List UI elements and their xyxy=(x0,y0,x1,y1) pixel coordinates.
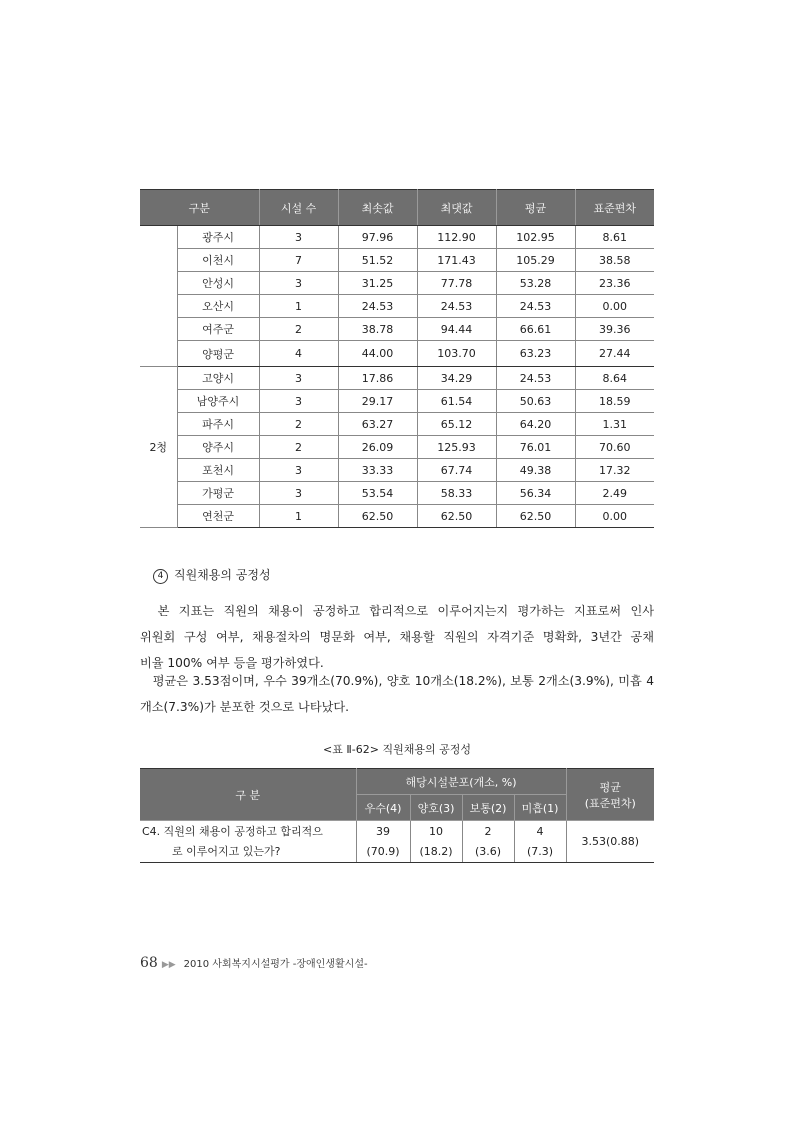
table-row xyxy=(140,295,654,318)
min-cell: 26.09 xyxy=(338,436,417,459)
count-cell: 1 xyxy=(259,505,338,528)
table-row xyxy=(140,482,654,505)
table-row xyxy=(140,249,654,272)
table2-header-row-1 xyxy=(140,769,654,795)
header-count: 시설 수 xyxy=(259,190,338,226)
fair-cell xyxy=(462,821,514,863)
table-row xyxy=(140,459,654,482)
city-cell: 양주시 xyxy=(177,436,259,459)
sd-cell: 8.61 xyxy=(575,226,654,249)
table-caption: <표 Ⅱ-62> 직원채용의 공정성 xyxy=(323,743,471,756)
mean-cell: 64.20 xyxy=(496,413,575,436)
good-percent: (18.2) xyxy=(419,844,453,858)
mean-cell: 76.01 xyxy=(496,436,575,459)
sd-cell: 27.44 xyxy=(575,341,654,367)
city-cell: 가평군 xyxy=(177,482,259,505)
max-cell: 58.33 xyxy=(417,482,496,505)
table-row xyxy=(140,390,654,413)
table-row xyxy=(140,367,654,390)
page-footer xyxy=(140,955,368,971)
min-cell: 17.86 xyxy=(338,367,417,390)
count-cell: 4 xyxy=(259,341,338,367)
table-row xyxy=(140,413,654,436)
max-cell: 65.12 xyxy=(417,413,496,436)
mean-cell: 63.23 xyxy=(496,341,575,367)
city-cell: 이천시 xyxy=(177,249,259,272)
city-cell: 고양시 xyxy=(177,367,259,390)
min-cell: 44.00 xyxy=(338,341,417,367)
section-heading xyxy=(153,566,271,584)
header-poor: 미흡(1) xyxy=(514,795,566,821)
max-cell: 94.44 xyxy=(417,318,496,341)
max-cell: 24.53 xyxy=(417,295,496,318)
header-distribution: 해당시설분포(개소, %) xyxy=(356,769,566,795)
mean-cell: 53.28 xyxy=(496,272,575,295)
count-cell: 7 xyxy=(259,249,338,272)
city-cell: 오산시 xyxy=(177,295,259,318)
sd-cell: 17.32 xyxy=(575,459,654,482)
city-cell: 연천군 xyxy=(177,505,259,528)
header-good: 양호(3) xyxy=(410,795,462,821)
table-row xyxy=(140,436,654,459)
paragraph-line: 평균은 3.53점이며, 우수 39개소(70.9%), 양호 10개소(18.2%), 보통 2개소(3.9%), 미흡 4 xyxy=(140,674,654,688)
sd-cell: 0.00 xyxy=(575,505,654,528)
min-cell: 63.27 xyxy=(338,413,417,436)
sd-cell: 18.59 xyxy=(575,390,654,413)
min-cell: 31.25 xyxy=(338,272,417,295)
mean-cell: 102.95 xyxy=(496,226,575,249)
count-cell: 2 xyxy=(259,318,338,341)
min-cell: 53.54 xyxy=(338,482,417,505)
count-cell: 3 xyxy=(259,367,338,390)
max-cell: 34.29 xyxy=(417,367,496,390)
sd-cell: 1.31 xyxy=(575,413,654,436)
max-cell: 77.78 xyxy=(417,272,496,295)
table-row xyxy=(140,226,654,249)
table-row xyxy=(140,341,654,367)
mean-cell: 62.50 xyxy=(496,505,575,528)
item-question-line: C4. 직원의 채용이 공정하고 합리적으 xyxy=(142,824,323,838)
table-row xyxy=(140,272,654,295)
header-min: 최솟값 xyxy=(338,190,417,226)
sd-cell: 2.49 xyxy=(575,482,654,505)
count-cell: 3 xyxy=(259,459,338,482)
poor-count: 4 xyxy=(536,824,544,838)
count-cell: 3 xyxy=(259,390,338,413)
paragraph-line: 개소(7.3%)가 분포한 것으로 나타났다. xyxy=(140,700,350,714)
footer-title: 2010 사회복지시설평가 -장애인생활시설- xyxy=(183,959,368,970)
table-row xyxy=(140,318,654,341)
count-cell: 1 xyxy=(259,295,338,318)
item-question-line: 로 이루어지고 있는가? xyxy=(172,844,281,858)
header-average xyxy=(566,769,654,821)
fair-count: 2 xyxy=(484,824,492,838)
mean-cell: 49.38 xyxy=(496,459,575,482)
min-cell: 62.50 xyxy=(338,505,417,528)
good-cell xyxy=(410,821,462,863)
max-cell: 112.90 xyxy=(417,226,496,249)
poor-cell xyxy=(514,821,566,863)
header-excellent: 우수(4) xyxy=(356,795,410,821)
section-title: 직원채용의 공정성 xyxy=(174,568,271,582)
mean-cell: 24.53 xyxy=(496,367,575,390)
fair-percent: (3.6) xyxy=(474,844,502,858)
excellent-percent: (70.9) xyxy=(366,844,400,858)
paragraph-2 xyxy=(140,668,654,720)
sd-cell: 23.36 xyxy=(575,272,654,295)
city-cell: 남양주시 xyxy=(177,390,259,413)
poor-percent: (7.3) xyxy=(526,844,554,858)
city-cell: 양평군 xyxy=(177,341,259,367)
paragraph-1 xyxy=(140,598,654,676)
header-mean: 평균 xyxy=(496,190,575,226)
page-number: 68 xyxy=(140,955,158,971)
mean-cell: 56.34 xyxy=(496,482,575,505)
header-max: 최댓값 xyxy=(417,190,496,226)
max-cell: 103.70 xyxy=(417,341,496,367)
good-count: 10 xyxy=(429,824,443,838)
max-cell: 171.43 xyxy=(417,249,496,272)
max-cell: 125.93 xyxy=(417,436,496,459)
city-cell: 광주시 xyxy=(177,226,259,249)
average-value: 3.53(0.88) xyxy=(566,821,654,863)
city-cell: 안성시 xyxy=(177,272,259,295)
header-category: 구 분 xyxy=(140,769,356,821)
count-cell: 3 xyxy=(259,272,338,295)
min-cell: 51.52 xyxy=(338,249,417,272)
header-sd: 표준편차 xyxy=(575,190,654,226)
table-header-row xyxy=(140,190,654,226)
city-cell: 포천시 xyxy=(177,459,259,482)
count-cell: 2 xyxy=(259,413,338,436)
paragraph-line: 비율 100% 여부 등을 평가하였다. xyxy=(140,656,324,670)
item-question xyxy=(140,821,356,863)
arrow-icon: ▶▶ xyxy=(161,960,176,970)
header-average-label: 평균 xyxy=(599,780,621,794)
table-row xyxy=(140,505,654,528)
header-average-sub: (표준편차) xyxy=(584,796,636,810)
min-cell: 24.53 xyxy=(338,295,417,318)
region-cell xyxy=(140,226,177,367)
header-fair: 보통(2) xyxy=(462,795,514,821)
count-cell: 3 xyxy=(259,226,338,249)
count-cell: 3 xyxy=(259,482,338,505)
excellent-count: 39 xyxy=(376,824,390,838)
city-cell: 여주군 xyxy=(177,318,259,341)
sd-cell: 70.60 xyxy=(575,436,654,459)
region-cell: 2청 xyxy=(140,367,177,528)
max-cell: 61.54 xyxy=(417,390,496,413)
min-cell: 97.96 xyxy=(338,226,417,249)
paragraph-line: 위원회 구성 여부, 채용절차의 명문화 여부, 채용할 직원의 자격기준 명확화, 3년간 공채 xyxy=(140,630,654,644)
mean-cell: 50.63 xyxy=(496,390,575,413)
header-category: 구분 xyxy=(140,190,259,226)
max-cell: 67.74 xyxy=(417,459,496,482)
count-cell: 2 xyxy=(259,436,338,459)
table-row xyxy=(140,821,654,863)
mean-cell: 24.53 xyxy=(496,295,575,318)
min-cell: 33.33 xyxy=(338,459,417,482)
hiring-fairness-table xyxy=(140,768,654,863)
city-cell: 파주시 xyxy=(177,413,259,436)
paragraph-line: 본 지표는 직원의 채용이 공정하고 합리적으로 이루어지는지 평가하는 지표로써 인사 xyxy=(140,604,654,618)
sd-cell: 8.64 xyxy=(575,367,654,390)
facility-score-table xyxy=(140,189,654,528)
sd-cell: 0.00 xyxy=(575,295,654,318)
excellent-cell xyxy=(356,821,410,863)
mean-cell: 105.29 xyxy=(496,249,575,272)
sd-cell: 39.36 xyxy=(575,318,654,341)
max-cell: 62.50 xyxy=(417,505,496,528)
sd-cell: 38.58 xyxy=(575,249,654,272)
section-number: 4 xyxy=(153,569,168,584)
min-cell: 29.17 xyxy=(338,390,417,413)
mean-cell: 66.61 xyxy=(496,318,575,341)
min-cell: 38.78 xyxy=(338,318,417,341)
